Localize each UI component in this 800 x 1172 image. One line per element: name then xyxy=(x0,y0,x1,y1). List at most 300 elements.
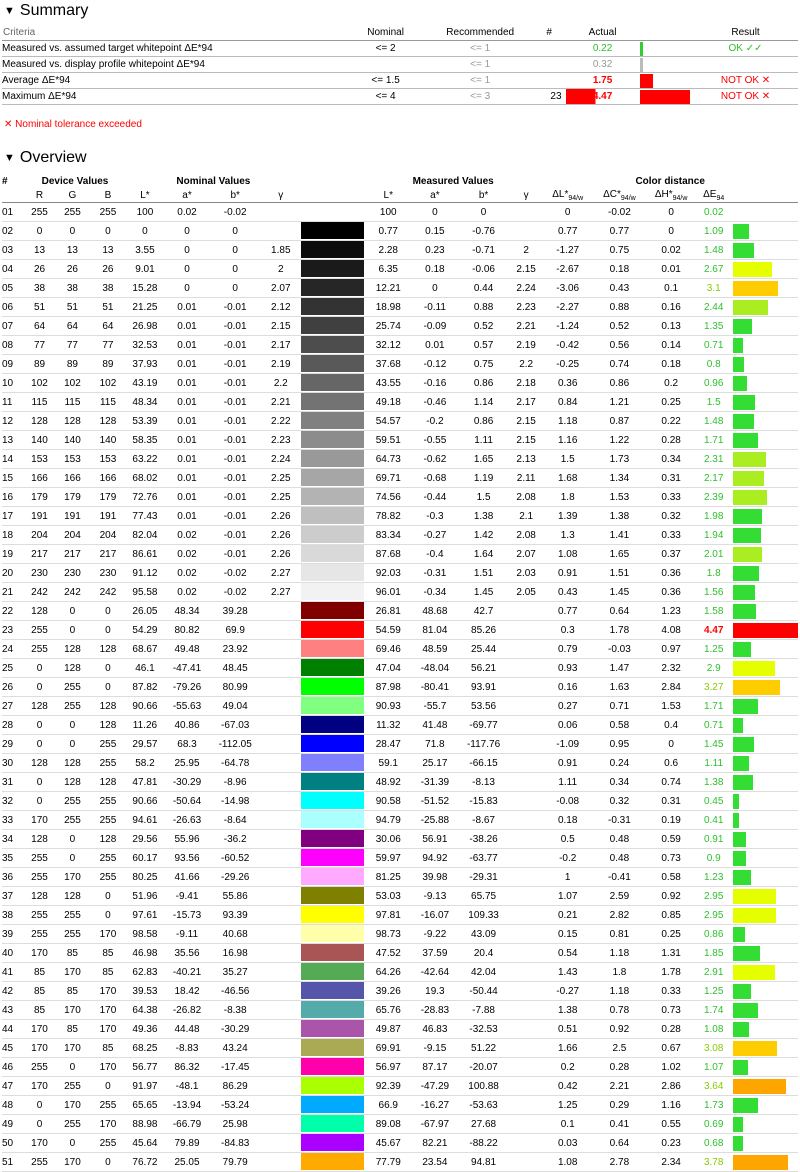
swatch xyxy=(301,659,364,678)
device-r: 85 xyxy=(24,1001,54,1020)
patch-number: 02 xyxy=(2,222,24,241)
delta-h: 0.92 xyxy=(646,887,697,906)
measured-l: 37.68 xyxy=(364,355,413,374)
summary-actual-bar xyxy=(640,73,693,89)
delta-e-bar-cell xyxy=(731,260,798,279)
measured-gamma: 2.11 xyxy=(510,469,542,488)
measured-l: 54.59 xyxy=(364,621,413,640)
delta-e-bar-cell xyxy=(731,1058,798,1077)
nominal-gamma: 2.17 xyxy=(261,336,302,355)
delta-e-header xyxy=(696,188,730,203)
nominal-l: 94.61 xyxy=(126,811,165,830)
delta-e: 0.68 xyxy=(696,1134,730,1153)
swatch xyxy=(301,1134,364,1153)
color-swatch xyxy=(301,412,364,430)
delta-e-bar-cell xyxy=(731,944,798,963)
patch-number: 23 xyxy=(2,621,24,640)
measured-a: 23.54 xyxy=(413,1153,458,1172)
delta-l: 0.84 xyxy=(542,393,593,412)
delta-e-bar xyxy=(733,604,756,619)
device-g: 255 xyxy=(55,1077,90,1096)
measured-a: 48.68 xyxy=(413,602,458,621)
nominal-a: 0.02 xyxy=(164,526,210,545)
measured-b: 0 xyxy=(457,203,510,222)
measured-l: 12.21 xyxy=(364,279,413,298)
swatch xyxy=(301,1058,364,1077)
measured-l: 69.71 xyxy=(364,469,413,488)
delta-e-bar xyxy=(733,1117,743,1132)
color-swatch xyxy=(301,735,364,753)
measured-a: -25.88 xyxy=(413,811,458,830)
delta-e-bar-cell xyxy=(731,602,798,621)
nominal-a-header: a* xyxy=(164,188,210,203)
nominal-a: -40.21 xyxy=(164,963,210,982)
swatch xyxy=(301,355,364,374)
patch-number: 13 xyxy=(2,431,24,450)
measured-l: 65.76 xyxy=(364,1001,413,1020)
nominal-l: 58.2 xyxy=(126,754,165,773)
delta-e: 1.8 xyxy=(696,564,730,583)
nominal-gamma xyxy=(261,1115,302,1134)
nominal-b: -67.03 xyxy=(210,716,261,735)
delta-e-bar-cell xyxy=(731,564,798,583)
measured-l: 54.57 xyxy=(364,412,413,431)
delta-l: 0.79 xyxy=(542,640,593,659)
nominal-gamma: 2 xyxy=(261,260,302,279)
delta-l: 0 xyxy=(542,203,593,222)
delta-h: 0.73 xyxy=(646,1001,697,1020)
device-g: 255 xyxy=(55,811,90,830)
device-r: 0 xyxy=(24,773,54,792)
delta-e-bar-cell xyxy=(731,1115,798,1134)
swatch xyxy=(301,811,364,830)
swatch xyxy=(301,336,364,355)
device-b: 89 xyxy=(90,355,125,374)
delta-c: 0.56 xyxy=(593,336,646,355)
nominal-a: 0.01 xyxy=(164,355,210,374)
delta-h-sub: 94/w xyxy=(672,194,688,202)
nominal-gamma xyxy=(261,868,302,887)
swatch xyxy=(301,906,364,925)
nominal-b: -8.96 xyxy=(210,773,261,792)
patch-number: 31 xyxy=(2,773,24,792)
measured-a: -0.12 xyxy=(413,355,458,374)
device-g: 170 xyxy=(55,1039,90,1058)
delta-e-bar xyxy=(733,585,756,600)
measured-a: -0.34 xyxy=(413,583,458,602)
nominal-l: 56.77 xyxy=(126,1058,165,1077)
device-b: 255 xyxy=(90,811,125,830)
delta-e-bar xyxy=(733,338,743,353)
device-values-header: Device Values xyxy=(41,175,109,187)
measured-gamma xyxy=(510,602,542,621)
swatch xyxy=(301,1039,364,1058)
delta-l: 1.39 xyxy=(542,507,593,526)
nominal-gamma xyxy=(261,659,302,678)
delta-e-bar-cell xyxy=(731,545,798,564)
delta-e-bar xyxy=(733,395,755,410)
delta-e-bar-cell xyxy=(731,754,798,773)
delta-c: 2.78 xyxy=(593,1153,646,1172)
delta-e-bar-header xyxy=(731,188,798,203)
overview-row xyxy=(2,507,798,526)
measured-b: 0.88 xyxy=(457,298,510,317)
measured-l: 98.73 xyxy=(364,925,413,944)
nominal-l: 47.81 xyxy=(126,773,165,792)
summary-nominal xyxy=(343,57,427,73)
patch-number: 41 xyxy=(2,963,24,982)
nominal-l: 32.53 xyxy=(126,336,165,355)
measured-gamma xyxy=(510,849,542,868)
device-r: 0 xyxy=(24,659,54,678)
nominal-b: 80.99 xyxy=(210,678,261,697)
swatch xyxy=(301,1020,364,1039)
nominal-gamma: 2.07 xyxy=(261,279,302,298)
nominal-a: 68.3 xyxy=(164,735,210,754)
device-b: 128 xyxy=(90,640,125,659)
measured-l: 100 xyxy=(364,203,413,222)
delta-l: 1.68 xyxy=(542,469,593,488)
measured-b: 94.81 xyxy=(457,1153,510,1172)
patch-number: 47 xyxy=(2,1077,24,1096)
nominal-l: 98.58 xyxy=(126,925,165,944)
delta-e-bar xyxy=(733,471,764,486)
nominal-l: 21.25 xyxy=(126,298,165,317)
delta-e-bar xyxy=(733,376,747,391)
delta-l: 0.2 xyxy=(542,1058,593,1077)
measured-a: 0.15 xyxy=(413,222,458,241)
measured-gamma: 2.15 xyxy=(510,431,542,450)
measured-gamma xyxy=(510,203,542,222)
swatch xyxy=(301,374,364,393)
delta-c: 0.81 xyxy=(593,925,646,944)
swatch xyxy=(301,602,364,621)
measured-a: -42.64 xyxy=(413,963,458,982)
delta-e-bar-cell xyxy=(731,621,798,640)
delta-e: 1.73 xyxy=(696,1096,730,1115)
color-swatch xyxy=(301,849,364,867)
delta-c: 1.18 xyxy=(593,982,646,1001)
nominal-a: -13.94 xyxy=(164,1096,210,1115)
summary-table xyxy=(2,24,798,105)
summary-result: NOT OK ✕ xyxy=(693,89,798,105)
delta-c: 0.92 xyxy=(593,1020,646,1039)
nominal-gamma xyxy=(261,1134,302,1153)
overview-row xyxy=(2,279,798,298)
overview-row xyxy=(2,241,798,260)
measured-a: -0.11 xyxy=(413,298,458,317)
delta-e-bar-cell xyxy=(731,906,798,925)
device-b: 153 xyxy=(90,450,125,469)
delta-e: 0.91 xyxy=(696,830,730,849)
device-b: 0 xyxy=(90,621,125,640)
device-g: 85 xyxy=(55,944,90,963)
delta-e-bar-cell xyxy=(731,963,798,982)
device-b: 255 xyxy=(90,792,125,811)
measured-a: 39.98 xyxy=(413,868,458,887)
delta-e-bar xyxy=(733,490,768,505)
overview-row xyxy=(2,982,798,1001)
delta-e-bar xyxy=(733,262,772,277)
delta-c: 0.78 xyxy=(593,1001,646,1020)
device-g: 38 xyxy=(55,279,90,298)
device-g: 230 xyxy=(55,564,90,583)
summary-actual: 0.22 xyxy=(566,41,640,57)
delta-c: 0.74 xyxy=(593,355,646,374)
overview-row xyxy=(2,431,798,450)
measured-l: 2.28 xyxy=(364,241,413,260)
delta-h: 0.22 xyxy=(646,412,697,431)
color-swatch xyxy=(301,1020,364,1038)
delta-h: 0.25 xyxy=(646,393,697,412)
swatch xyxy=(301,621,364,640)
nominal-l: 43.19 xyxy=(126,374,165,393)
measured-l: 87.98 xyxy=(364,678,413,697)
delta-e: 1.48 xyxy=(696,412,730,431)
criteria-header: Criteria xyxy=(2,24,343,41)
nominal-a: 48.34 xyxy=(164,602,210,621)
device-r: 140 xyxy=(24,431,54,450)
delta-c: -0.31 xyxy=(593,811,646,830)
delta-e-bar-cell xyxy=(731,773,798,792)
measured-gamma xyxy=(510,678,542,697)
nominal-a: -9.11 xyxy=(164,925,210,944)
color-swatch xyxy=(301,925,364,943)
delta-c: 0.24 xyxy=(593,754,646,773)
delta-e: 2.31 xyxy=(696,450,730,469)
measured-a: -80.41 xyxy=(413,678,458,697)
device-g: 26 xyxy=(55,260,90,279)
delta-c: 0.52 xyxy=(593,317,646,336)
nominal-b: 0 xyxy=(210,260,261,279)
delta-e-bar-cell xyxy=(731,811,798,830)
delta-e: 3.64 xyxy=(696,1077,730,1096)
delta-h: 0.33 xyxy=(646,526,697,545)
summary-count: 23 xyxy=(533,89,566,105)
measured-l: 47.52 xyxy=(364,944,413,963)
nominal-l: 80.25 xyxy=(126,868,165,887)
delta-h: 0.28 xyxy=(646,1020,697,1039)
measured-gamma: 2.03 xyxy=(510,564,542,583)
device-g: 0 xyxy=(55,1134,90,1153)
nominal-gamma xyxy=(261,203,302,222)
nominal-b: 48.45 xyxy=(210,659,261,678)
delta-h: 2.86 xyxy=(646,1077,697,1096)
nominal-gamma: 2.12 xyxy=(261,298,302,317)
summary-header-row xyxy=(2,24,798,41)
measured-gamma: 2.1 xyxy=(510,507,542,526)
b-col-header: B xyxy=(90,188,125,203)
device-g: 179 xyxy=(55,488,90,507)
measured-gamma xyxy=(510,1077,542,1096)
overview-body xyxy=(2,203,798,1172)
device-r: 64 xyxy=(24,317,54,336)
device-b: 255 xyxy=(90,735,125,754)
swatch xyxy=(301,925,364,944)
delta-h-header xyxy=(646,188,697,203)
device-r: 255 xyxy=(24,640,54,659)
color-swatch xyxy=(301,982,364,1000)
delta-l: 1.25 xyxy=(542,1096,593,1115)
overview-row xyxy=(2,298,798,317)
delta-h: 0.58 xyxy=(646,868,697,887)
nominal-a: -55.63 xyxy=(164,697,210,716)
collapse-triangle-icon: ▼ xyxy=(4,152,15,164)
delta-l: 1 xyxy=(542,868,593,887)
measured-a: -9.15 xyxy=(413,1039,458,1058)
delta-e-bar xyxy=(733,756,749,771)
swatch xyxy=(301,507,364,526)
patch-number: 03 xyxy=(2,241,24,260)
nominal-b: -64.78 xyxy=(210,754,261,773)
summary-section-toggle[interactable] xyxy=(0,1,88,21)
patch-number: 20 xyxy=(2,564,24,583)
nominal-b: -0.01 xyxy=(210,355,261,374)
delta-h: 0.18 xyxy=(646,355,697,374)
delta-e: 1.94 xyxy=(696,526,730,545)
measured-l: 18.98 xyxy=(364,298,413,317)
nominal-l: 3.55 xyxy=(126,241,165,260)
measured-b: -0.71 xyxy=(457,241,510,260)
device-g: 115 xyxy=(55,393,90,412)
patch-number: 45 xyxy=(2,1039,24,1058)
delta-h: 0 xyxy=(646,222,697,241)
overview-row xyxy=(2,887,798,906)
measured-l: 87.68 xyxy=(364,545,413,564)
nominal-a: 79.89 xyxy=(164,1134,210,1153)
device-g: 217 xyxy=(55,545,90,564)
nominal-a: 86.32 xyxy=(164,1058,210,1077)
nominal-l: 26.05 xyxy=(126,602,165,621)
delta-e: 4.47 xyxy=(696,621,730,640)
measured-l: 90.58 xyxy=(364,792,413,811)
measured-l: 66.9 xyxy=(364,1096,413,1115)
patch-number: 26 xyxy=(2,678,24,697)
measured-l: 94.79 xyxy=(364,811,413,830)
device-g: 128 xyxy=(55,659,90,678)
delta-l: 0.1 xyxy=(542,1115,593,1134)
device-g: 128 xyxy=(55,640,90,659)
device-b: 0 xyxy=(90,1077,125,1096)
nominal-b: -0.01 xyxy=(210,374,261,393)
device-b: 170 xyxy=(90,1115,125,1134)
measured-gamma xyxy=(510,773,542,792)
measured-a: 56.91 xyxy=(413,830,458,849)
nominal-gamma: 2.26 xyxy=(261,545,302,564)
delta-e-bar-cell xyxy=(731,526,798,545)
device-b: 0 xyxy=(90,659,125,678)
summary-row xyxy=(2,89,798,105)
nominal-b: -0.01 xyxy=(210,450,261,469)
nominal-b: -0.02 xyxy=(210,583,261,602)
measured-b: 0.86 xyxy=(457,412,510,431)
measured-b: 0.44 xyxy=(457,279,510,298)
actual-bar-header xyxy=(640,24,693,41)
nominal-gamma: 2.23 xyxy=(261,431,302,450)
device-g: 0 xyxy=(55,735,90,754)
device-r: 51 xyxy=(24,298,54,317)
nominal-gamma-header: γ xyxy=(261,188,302,203)
delta-e: 2.39 xyxy=(696,488,730,507)
nominal-l: 65.65 xyxy=(126,1096,165,1115)
nominal-b: -112.05 xyxy=(210,735,261,754)
overview-row xyxy=(2,355,798,374)
nominal-l: 15.28 xyxy=(126,279,165,298)
measured-gamma xyxy=(510,1020,542,1039)
delta-h: 0.6 xyxy=(646,754,697,773)
device-g: 166 xyxy=(55,469,90,488)
nominal-l: 58.35 xyxy=(126,431,165,450)
nominal-b: -30.29 xyxy=(210,1020,261,1039)
nominal-b: -53.24 xyxy=(210,1096,261,1115)
patch-number: 37 xyxy=(2,887,24,906)
nominal-a: -26.82 xyxy=(164,1001,210,1020)
swatch xyxy=(301,944,364,963)
measured-gamma-header: γ xyxy=(510,188,542,203)
summary-bar xyxy=(640,58,643,72)
delta-e: 1.98 xyxy=(696,507,730,526)
overview-row xyxy=(2,697,798,716)
delta-e-bar-cell xyxy=(731,488,798,507)
delta-c: -0.03 xyxy=(593,640,646,659)
device-b: 85 xyxy=(90,1039,125,1058)
delta-c: 0.48 xyxy=(593,830,646,849)
swatch xyxy=(301,963,364,982)
summary-actual-bar xyxy=(640,89,693,105)
delta-h: 1.23 xyxy=(646,602,697,621)
nominal-gamma xyxy=(261,1039,302,1058)
delta-e-bar xyxy=(733,870,751,885)
nominal-l: 100 xyxy=(126,203,165,222)
patch-number: 36 xyxy=(2,868,24,887)
delta-c: 2.5 xyxy=(593,1039,646,1058)
measured-l: 45.67 xyxy=(364,1134,413,1153)
color-swatch xyxy=(301,621,364,639)
overview-section-toggle[interactable] xyxy=(0,148,87,168)
measured-gamma: 2.07 xyxy=(510,545,542,564)
measured-gamma xyxy=(510,830,542,849)
nominal-b: -0.01 xyxy=(210,412,261,431)
nominal-l: 46.98 xyxy=(126,944,165,963)
delta-e-bar xyxy=(733,509,762,524)
device-r: 242 xyxy=(24,583,54,602)
measured-b: -29.31 xyxy=(457,868,510,887)
delta-h: 0.14 xyxy=(646,336,697,355)
delta-c: 0.43 xyxy=(593,279,646,298)
overview-row xyxy=(2,1039,798,1058)
nominal-l: 62.83 xyxy=(126,963,165,982)
patch-number: 24 xyxy=(2,640,24,659)
measured-a: -0.44 xyxy=(413,488,458,507)
nominal-a: 25.95 xyxy=(164,754,210,773)
delta-h: 0.73 xyxy=(646,849,697,868)
measured-a: -0.2 xyxy=(413,412,458,431)
patch-number: 14 xyxy=(2,450,24,469)
delta-e-bar xyxy=(733,414,754,429)
device-r: 128 xyxy=(24,412,54,431)
measured-b: 109.33 xyxy=(457,906,510,925)
overview-row xyxy=(2,1077,798,1096)
patch-number: 42 xyxy=(2,982,24,1001)
swatch xyxy=(301,982,364,1001)
patch-number: 09 xyxy=(2,355,24,374)
measured-b: 1.5 xyxy=(457,488,510,507)
patch-number: 06 xyxy=(2,298,24,317)
color-swatch xyxy=(301,773,364,791)
nominal-gamma: 2.2 xyxy=(261,374,302,393)
swatch xyxy=(301,887,364,906)
measured-l: 49.87 xyxy=(364,1020,413,1039)
